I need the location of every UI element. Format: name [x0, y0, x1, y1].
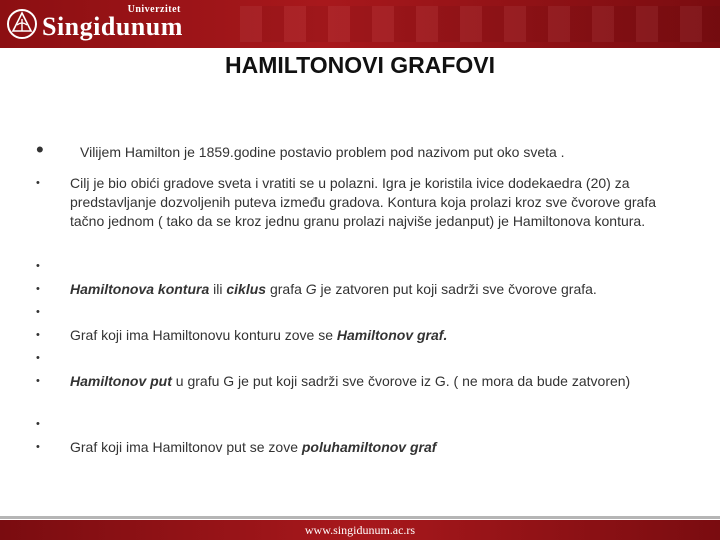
text-run: poluhamiltonov graf [301, 439, 437, 455]
text-run: Hamiltonov graf. [336, 327, 448, 343]
header-decoration [240, 6, 720, 42]
text-run: Graf koji ima Hamiltonov put se zove [70, 439, 302, 455]
bullet-marker: • [36, 260, 40, 272]
footer-divider [0, 516, 720, 519]
text-run: G [305, 281, 317, 297]
bullet-marker: • [36, 441, 40, 453]
text-run: Hamiltonova kontura [70, 281, 210, 297]
text-run: je zatvoren put koji sadrži sve čvorove grafa. [316, 281, 597, 297]
bullet-marker: • [36, 352, 40, 364]
logo-name: Singidunum [42, 12, 183, 41]
text-run: Hamiltonov put [70, 373, 172, 389]
bullet-text [70, 174, 690, 231]
bullet-marker: • [36, 329, 40, 341]
university-logo [6, 5, 183, 43]
bullet-marker: • [36, 418, 40, 430]
text-run: ciklus [226, 281, 267, 297]
bullet-marker: • [36, 137, 44, 162]
bullet-text [70, 280, 690, 299]
logo-subtitle: Univerzitet [127, 4, 181, 15]
text-run: Graf koji ima Hamiltonovu konturu zove se [70, 327, 337, 343]
bullet-text [70, 326, 690, 345]
bullet-marker: • [36, 306, 40, 318]
text-run: Cilj je bio obići gradove sveta i vratiti se u polazni. Igra je koristila ivice dodekaedra (20) za predstavljanje dozvoljenih puteva između gradova. Kontura koja prolazi kroz sve čvorove grafa tačno jednom ( tako da se kroz jednu granu prolazi najviše jedanput) je Hamiltonova kontura. [70, 175, 656, 229]
slide-title: HAMILTONOVI GRAFOVI [224, 52, 496, 78]
bullet-marker: • [36, 283, 40, 295]
text-run: u grafu G je put koji sadrži sve čvorove iz G. ( ne mora da bude zatvoren) [171, 373, 631, 389]
footer-url: www.singidunum.ac.rs [304, 523, 416, 537]
bullet-text [80, 143, 700, 162]
bullet-marker: • [36, 375, 40, 387]
logo-wordmark [42, 4, 183, 41]
text-run: Vilijem Hamilton je 1859.godine postavio problem pod nazivom put oko sveta . [80, 144, 565, 160]
text-run: grafa [266, 281, 306, 297]
bullet-text [70, 372, 690, 391]
text-run: ili [209, 281, 227, 297]
crest-icon [6, 8, 38, 40]
bullet-marker: • [36, 177, 40, 189]
bullet-text [70, 438, 690, 457]
